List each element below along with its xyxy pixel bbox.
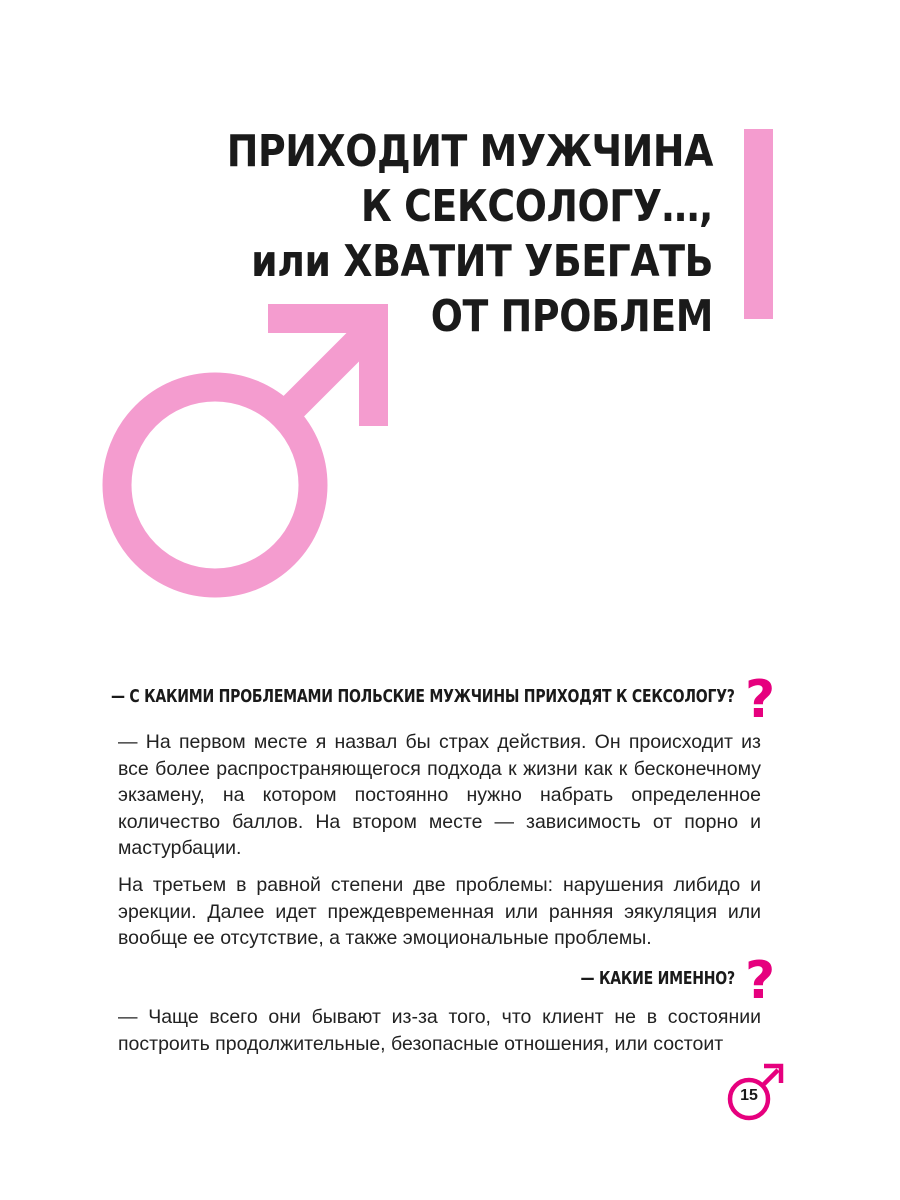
- question-1: — С КАКИМИ ПРОБЛЕМАМИ ПОЛЬСКИЕ МУЖЧИНЫ ПРИХОДЯТ К СЕКСОЛОГУ?: [111, 686, 735, 707]
- question-mark-icon: ?: [745, 670, 776, 730]
- chapter-title-line-3: или ХВАТИТ УБЕГАТЬ: [251, 236, 713, 287]
- chapter-title-line-4: ОТ ПРОБЛЕМ: [430, 291, 713, 342]
- male-symbol-icon: [100, 290, 400, 600]
- page-number: 15: [740, 1087, 758, 1104]
- chapter-title-line-1: ПРИХОДИТ МУЖЧИНА: [226, 126, 713, 177]
- answer-1-paragraph-2: На третьем в равной степени две проблемы: нарушения либидо и эрекции. Далее идет преждевременная или ранняя эякуляция или вообще ее отсутствие, а также эмоциональные проблемы.: [118, 874, 761, 949]
- male-symbol-ring: [117, 387, 313, 583]
- question-mark-icon: ?: [745, 951, 776, 1011]
- answer-2-paragraph-1: — Чаще всего они бывают из-за того, что клиент не в состоянии построить продолжительные, безопасные отношения, или состоит: [118, 1006, 761, 1055]
- answer-1-paragraph-1: — На первом месте я назвал бы страх действия. Он происходит из все более распространяющегося подхода к жизни как к бесконечному экзамену, на котором постоянно нужно набрать определенное количество баллов. На втором месте — зависимость от порно и мастурбации.: [118, 731, 761, 859]
- page-badge-arrow-shaft: [763, 1070, 778, 1085]
- chapter-title-line-2: К СЕКСОЛОГУ…,: [360, 181, 713, 232]
- pink-accent-bar: [744, 129, 773, 319]
- question-2: — КАКИЕ ИМЕННО?: [580, 968, 735, 989]
